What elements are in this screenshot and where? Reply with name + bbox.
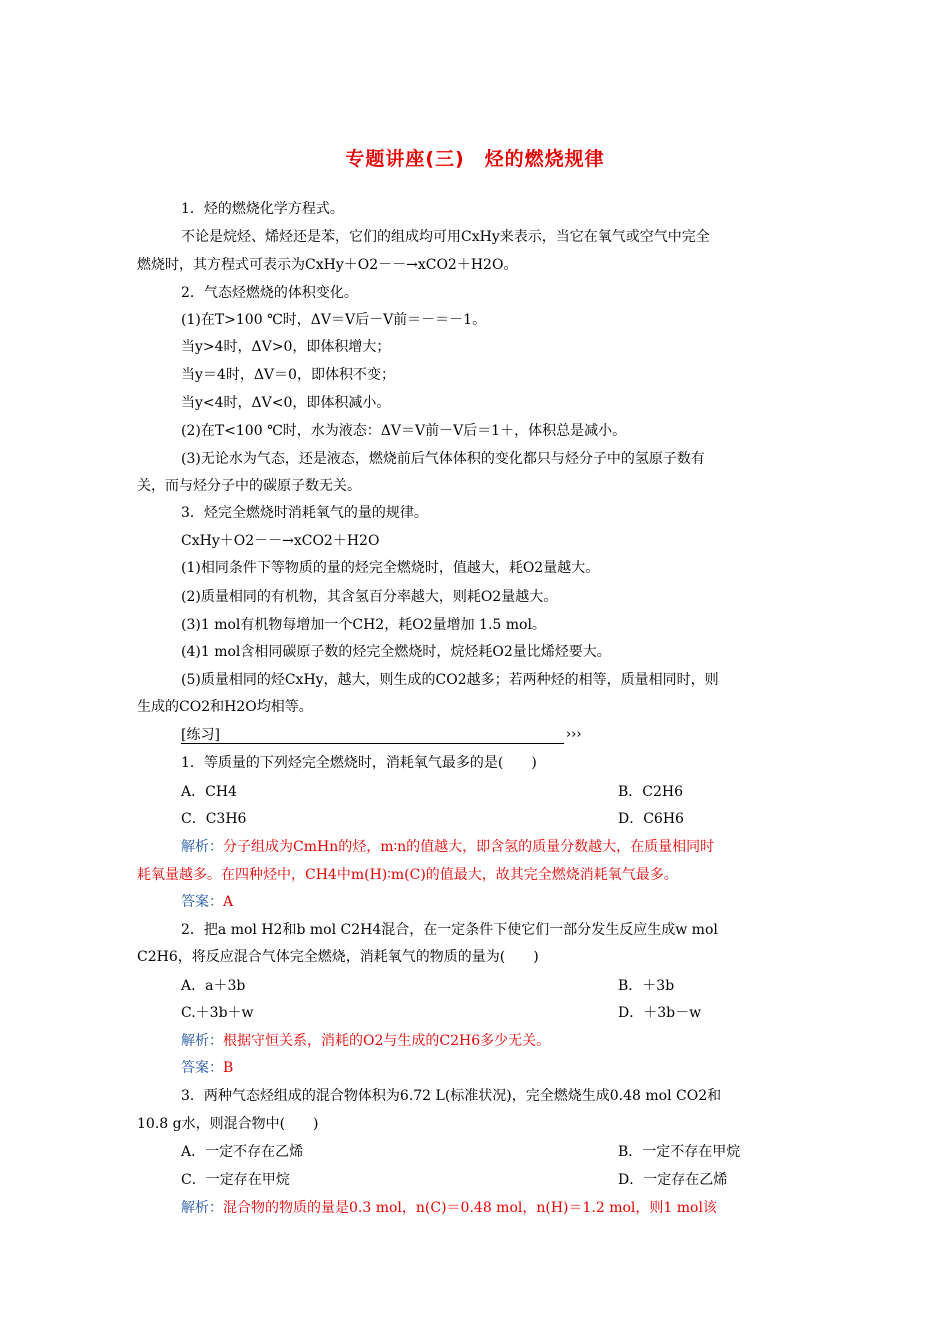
answer-label: 答案： — [181, 894, 223, 910]
practice-section-label: [练习] — [181, 727, 220, 743]
option-a: A．CH4 — [181, 784, 237, 800]
answer-value: A — [223, 894, 234, 910]
chevron-right-icon: ››› — [566, 727, 582, 742]
paragraph-line: 不论是烷烃、烯烃还是苯，它们的组成均可用CxHy来表示，当它在氧气或空气中完全 — [181, 229, 710, 245]
paragraph-line: (2)质量相同的有机物，其含氢百分率越大，则耗O2量越大。 — [181, 589, 558, 605]
question-3-stem: 10.8 g水，则混合物中( ) — [137, 1116, 319, 1132]
analysis-text: 耗氧量越多。在四种烃中，CH4中m(H)∶m(C)的值最大，故其完全燃烧消耗氧气最多。 — [137, 867, 678, 883]
question-2-answer — [181, 1058, 861, 1078]
paragraph-line: 燃烧时，其方程式可表示为CxHy＋O2－－→xCO2＋H2O。 — [137, 257, 518, 273]
analysis-text: 分子组成为CmHn的烃，m∶n的值越大，即含氢的质量分数越大，在质量相同时 — [223, 839, 715, 855]
paragraph-line: (2)在T<100 ℃时，水为液态：ΔV＝V前－V后＝1＋，体积总是减小。 — [181, 423, 627, 439]
section-divider — [181, 743, 564, 744]
question-1-options-row-1 — [181, 782, 861, 802]
option-c: C.＋3b＋w — [181, 1005, 254, 1021]
paragraph-line: (5)质量相同的烃CxHy，越大，则生成的CO2越多；若两种烃的相等，质量相同时，则 — [181, 672, 719, 688]
paragraph-line: 当y＝4时，ΔV＝0，即体积不变； — [181, 367, 395, 383]
analysis-text: 根据守恒关系，消耗的O2与生成的C2H6多少无关。 — [223, 1033, 551, 1049]
question-2-stem: C2H6，将反应混合气体完全燃烧，消耗氧气的物质的量为( ) — [137, 949, 539, 965]
option-a: A．一定不存在乙烯 — [181, 1144, 304, 1160]
question-1-analysis — [181, 837, 861, 857]
option-d: D．C6H6 — [618, 811, 684, 827]
question-2-analysis — [181, 1031, 861, 1051]
analysis-label: 解析： — [181, 1200, 223, 1216]
heading-2: 2．气态烃燃烧的体积变化。 — [181, 285, 358, 301]
question-3-options-row-1 — [181, 1142, 861, 1162]
analysis-text: 混合物的物质的量是0.3 mol，n(C)＝0.48 mol，n(H)＝1.2 mol，则1 mol该 — [223, 1200, 717, 1216]
analysis-label: 解析： — [181, 1033, 223, 1049]
question-1-answer — [181, 892, 861, 912]
question-3-analysis — [181, 1198, 861, 1218]
paragraph-line: (4)1 mol含相同碳原子数的烃完全燃烧时，烷烃耗O2量比烯烃要大。 — [181, 644, 611, 660]
paragraph-line: (1)相同条件下等物质的量的烃完全燃烧时，值越大，耗O2量越大。 — [181, 560, 600, 576]
option-c: C．一定存在甲烷 — [181, 1172, 290, 1188]
analysis-label: 解析： — [181, 839, 223, 855]
paragraph-line: (3)无论水为气态，还是液态，燃烧前后气体体积的变化都只与烃分子中的氢原子数有 — [181, 451, 705, 467]
question-2-stem: 2．把a mol H2和b mol C2H4混合，在一定条件下使它们一部分发生反应生成w mol — [181, 922, 718, 938]
answer-value: B — [223, 1060, 234, 1076]
option-c: C．C3H6 — [181, 811, 247, 827]
heading-1: 1．烃的燃烧化学方程式。 — [181, 201, 344, 217]
paragraph-line: 生成的CO2和H2O均相等。 — [137, 699, 313, 715]
option-d: D．一定存在乙烯 — [618, 1172, 728, 1188]
option-b: B．C2H6 — [618, 784, 684, 800]
equation-line: CxHy＋O2－－→xCO2＋H2O — [181, 533, 380, 549]
question-2-options-row-1 — [181, 976, 861, 996]
question-3-stem: 3．两种气态烃组成的混合物体积为6.72 L(标准状况)，完全燃烧生成0.48 mol CO2和 — [181, 1088, 722, 1104]
option-b: B．＋3b — [618, 978, 675, 994]
paragraph-line: (3)1 mol有机物每增加一个CH2，耗O2量增加 1.5 mol。 — [181, 617, 546, 633]
paragraph-line: 当y<4时，ΔV<0，即体积减小。 — [181, 395, 391, 411]
answer-label: 答案： — [181, 1060, 223, 1076]
paragraph-line: 当y>4时，ΔV>0，即体积增大； — [181, 339, 391, 355]
heading-3: 3．烃完全燃烧时消耗氧气的量的规律。 — [181, 505, 428, 521]
paragraph-line: (1)在T>100 ℃时，ΔV＝V后－V前＝－＝－1。 — [181, 312, 487, 328]
question-2-options-row-2 — [181, 1003, 861, 1023]
option-b: B．一定不存在甲烷 — [618, 1144, 741, 1160]
question-3-options-row-2 — [181, 1170, 861, 1190]
option-a: A．a＋3b — [181, 978, 246, 994]
page-title: 专题讲座(三) 烃的燃烧规律 — [345, 148, 605, 170]
option-d: D．＋3b－w — [618, 1005, 702, 1021]
paragraph-line: 关，而与烃分子中的碳原子数无关。 — [137, 478, 361, 494]
question-1-options-row-2 — [181, 809, 861, 829]
question-1-stem: 1．等质量的下列烃完全燃烧时，消耗氧气最多的是( ) — [181, 755, 537, 771]
